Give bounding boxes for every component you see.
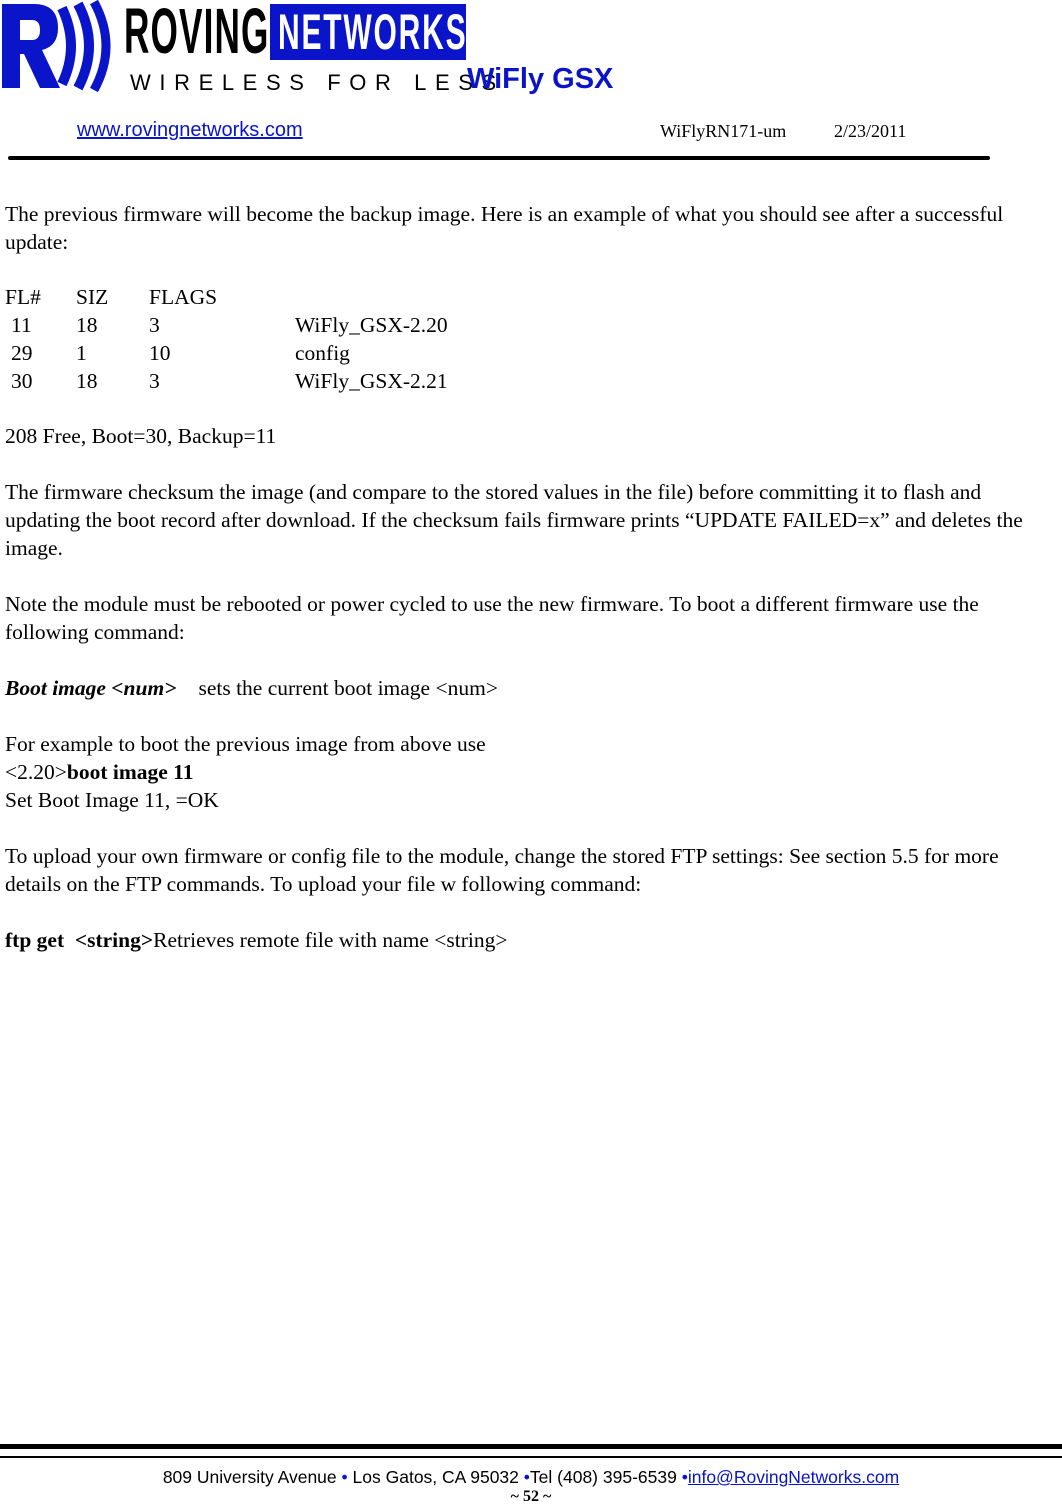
table-header-row xyxy=(5,283,605,311)
table-header-fl: FL# xyxy=(5,285,41,309)
example-command: boot image 11 xyxy=(66,760,194,784)
para-backup-image: The previous firmware will become the backup image. Here is an example of what you should see after a successful update: xyxy=(5,202,1004,254)
example-intro: For example to boot the previous image from above use xyxy=(5,732,486,756)
ftp-command-desc: Retrieves remote file with name <string> xyxy=(153,928,508,952)
table-row xyxy=(5,311,605,339)
table-cell-flags: 3 xyxy=(149,369,160,393)
header-rule xyxy=(8,156,990,160)
free-line: 208 Free, Boot=30, Backup=11 xyxy=(5,424,277,448)
table-header-siz: SIZ xyxy=(76,285,109,309)
table-cell-siz: 18 xyxy=(76,313,98,337)
firmware-table xyxy=(5,283,605,395)
table-cell-name: WiFly_GSX-2.20 xyxy=(295,313,448,337)
logo-tagline: WIRELESS FOR LESS xyxy=(130,70,505,95)
footer-city: Los Gatos, CA 95032 xyxy=(352,1467,519,1487)
table-cell-name: WiFly_GSX-2.21 xyxy=(295,369,448,393)
page-number: ~ 52 ~ xyxy=(510,1488,552,1505)
bullet-icon: • xyxy=(341,1467,348,1487)
footer-tel: Tel (408) 395-6539 xyxy=(529,1467,677,1487)
boot-command: Boot image <num> xyxy=(5,676,177,700)
footer-rule-thin xyxy=(0,1456,1062,1458)
para-reboot-note: Note the module must be rebooted or power cycled to use the new firmware. To boot a different firmware use the following command: xyxy=(5,592,979,644)
example-prompt: <2.20> xyxy=(5,760,67,784)
ftp-command-line xyxy=(5,926,508,954)
website-link[interactable]: www.rovingnetworks.com xyxy=(77,119,303,141)
doc-id: WiFlyRN171-um xyxy=(660,121,787,141)
table-cell-siz: 18 xyxy=(76,369,98,393)
footer-rule-thick xyxy=(0,1444,1062,1449)
table-row xyxy=(5,367,605,395)
footer-email-link[interactable]: info@RovingNetworks.com xyxy=(687,1467,900,1487)
ftp-command: ftp get <string> xyxy=(5,928,154,952)
logo-brand-word1: ROVING xyxy=(124,0,270,67)
footer-address: 809 University Avenue xyxy=(162,1467,337,1487)
boot-command-desc: sets the current boot image <num> xyxy=(198,676,498,700)
bullet-icon: • xyxy=(681,1467,688,1487)
table-cell-fl: 30 xyxy=(11,369,33,393)
table-cell-siz: 1 xyxy=(76,341,87,365)
header xyxy=(0,0,1062,165)
boot-command-line xyxy=(5,674,498,702)
logo-brand-word2: NETWORKS xyxy=(278,4,468,60)
roving-logo-icon xyxy=(0,0,118,92)
table-cell-name: config xyxy=(295,341,350,365)
example-prompt-line xyxy=(5,758,486,786)
table-cell-flags: 3 xyxy=(149,313,160,337)
table-header-flags: FLAGS xyxy=(149,285,218,309)
table-cell-fl: 11 xyxy=(11,313,32,337)
table-row xyxy=(5,339,605,367)
doc-date: 2/23/2011 xyxy=(834,121,907,141)
bullet-icon: • xyxy=(523,1467,530,1487)
para-ftp-upload: To upload your own firmware or config file to the module, change the stored FTP settings: See section 5.5 for more details on the FTP commands. To upload your file w following command: xyxy=(5,844,999,896)
product-title: WiFly GSX xyxy=(467,63,614,95)
para-checksum: The firmware checksum the image (and compare to the stored values in the file) before committing it to flash and updating the boot record after download. If the checksum fails firmware prints “UPDATE FAILED=x” and deletes the image. xyxy=(5,480,1023,560)
table-cell-flags: 10 xyxy=(149,341,171,365)
example-block xyxy=(5,730,486,814)
table-cell-fl: 29 xyxy=(11,341,33,365)
footer-contact xyxy=(0,1466,1062,1488)
example-result: Set Boot Image 11, =OK xyxy=(5,788,219,812)
